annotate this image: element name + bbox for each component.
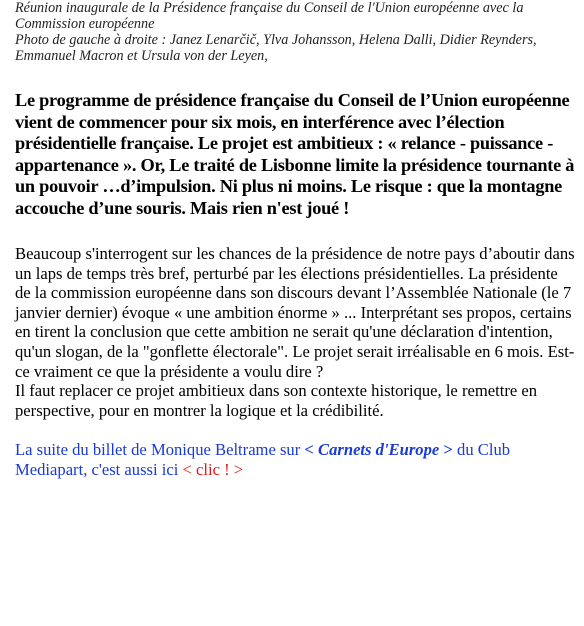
article (15, 0, 575, 480)
continue-reading-prefix: La suite du billet de Monique Beltrame sur (15, 440, 305, 460)
continue-reading-line (15, 440, 575, 479)
photo-caption (15, 0, 575, 64)
continue-reading-middle: du Club Mediapart, c'est aussi ici (15, 440, 511, 479)
article-body (15, 244, 575, 420)
caption-title: Réunion inaugurale de la Présidence française du Conseil de l'Union européenne avec la Commission européenne (15, 0, 524, 32)
carnets-deurope-link[interactable]: Carnets d'Europe (318, 440, 440, 460)
body-paragraph: Il faut replacer ce projet ambitieux dans son contexte historique, le remettre en perspective, pour en montrer la logique et la crédibilité. (15, 381, 538, 420)
click-here-link[interactable]: < clic ! > (182, 459, 244, 479)
article-lede: Le programme de présidence française du Conseil de l’Union européenne vient de commencer pour six mois, en interférence avec l’élection présidentielle française. Le projet est ambitieux : « relance - puissance - appartenance ». Or, Le traité de Lisbonne limite la présidence tournante à un pouvoir …d’impulsion. Ni plus ni moins. Le risque : que la montagne accouche d’une souris. Mais rien n'est joué ! (15, 90, 575, 218)
open-bracket: < (304, 440, 319, 460)
body-paragraph: Beaucoup s'interrogent sur les chances de la présidence de notre pays d’aboutir dans un laps de temps très bref, perturbé par les élections présidentielles. La présidente de la commission européenne dans son discours devant l’Assemblée Nationale (le 7 janvier dernier) évoque « une ambition énorme » ... Interprétant ses propos, certains en tirent la conclusion que cette ambition ne serait qu'une déclaration d'intention, qu'un slogan, de la "gonflette électorale". Le projet serait irréalisable en 6 mois. Est-ce vraiment ce que la présidente a voulu dire ? (15, 244, 575, 381)
caption-credits: Photo de gauche à droite : Janez Lenarčič, Ylva Johansson, Helena Dalli, Didier Reynders, Emmanuel Macron et Ursula von der Leyen, (15, 32, 537, 64)
close-bracket: > (439, 440, 453, 460)
